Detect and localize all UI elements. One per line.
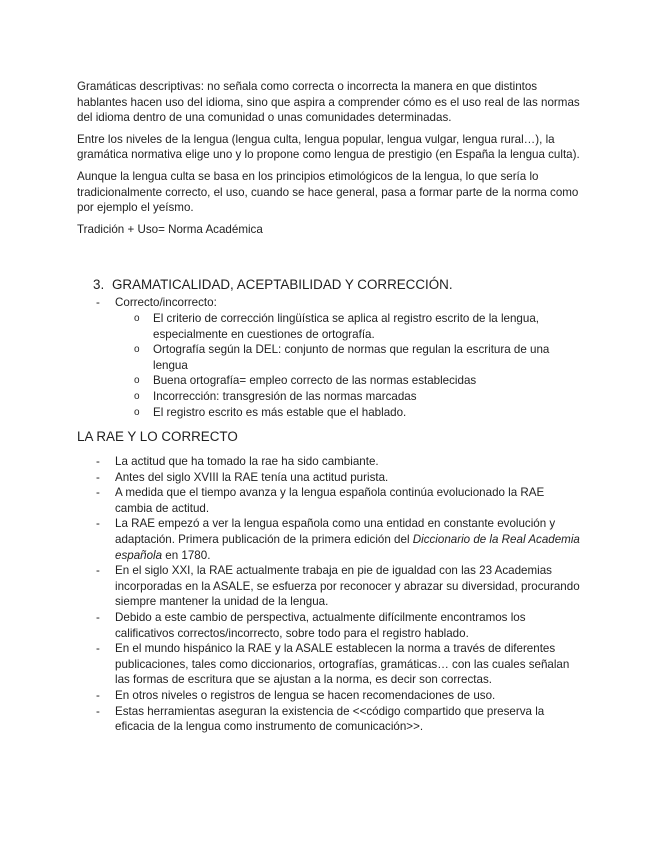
list-item xyxy=(77,470,582,486)
dash-marker: - xyxy=(96,470,100,484)
list-item-text: Debido a este cambio de perspectiva, actualmente difícilmente encontramos los calificativos correctos/incorrecto, sobre todo para el registro hablado. xyxy=(115,611,526,640)
circle-marker: o xyxy=(134,344,140,356)
list-item xyxy=(77,516,582,563)
sub-list-item-text: El registro escrito es más estable que el hablado. xyxy=(153,405,407,419)
dash-marker: - xyxy=(96,296,100,310)
list-item-correct-incorrect xyxy=(77,295,582,420)
circle-marker: o xyxy=(134,312,140,324)
dictionary-title: Diccionario de la Real Academia española xyxy=(115,533,580,562)
sub-list-item xyxy=(77,311,582,342)
rae-section-heading: LA RAE Y LO CORRECTO xyxy=(77,429,238,445)
dash-marker: - xyxy=(96,564,100,578)
circle-marker: o xyxy=(134,375,140,387)
list-item-text: En otros niveles o registros de lengua se hacen recomendaciones de uso. xyxy=(115,689,496,702)
list-item-text-tail: en 1780. xyxy=(162,548,211,562)
dash-marker: - xyxy=(96,517,100,531)
list-item-text: En el siglo XXI, la RAE actualmente trabaja en pie de igualdad con las 23 Academias incorporadas en la ASALE, se esfuerza por reconocer y abrazar su diversidad, procurando siempre mantener la unidad de la lengua. xyxy=(115,564,580,609)
sub-list xyxy=(77,311,582,420)
section-3-list xyxy=(77,295,582,420)
sub-list-item xyxy=(77,405,582,421)
paragraph-language-levels: Entre los niveles de la lengua (lengua culta, lengua popular, lengua vulgar, lengua rural…), la gramática normativa elige uno y lo propone como lengua de prestigio (en España la lengua culta). xyxy=(77,132,580,162)
spacer xyxy=(77,243,582,258)
list-item-text: A medida que el tiempo avanza y la lengua española continúa evolucionado la RAE cambia de actitud. xyxy=(115,486,545,515)
sub-list-item-text: Buena ortografía= empleo correcto de las normas establecidas xyxy=(153,374,477,388)
sub-list-item xyxy=(77,389,582,405)
section-3-number: 3. xyxy=(93,277,105,293)
dash-marker: - xyxy=(96,455,100,469)
section-3-heading xyxy=(93,276,582,293)
dash-marker: - xyxy=(96,611,100,625)
list-item xyxy=(77,688,582,704)
rae-list xyxy=(77,454,582,735)
sub-list-item xyxy=(77,342,582,373)
document-page xyxy=(77,79,582,735)
list-item-text: Estas herramientas aseguran la existencia de <<código compartido que preserva la eficacia de la lengua como instrumento de comunicación>>. xyxy=(115,704,545,734)
list-item-text: En el mundo hispánico la RAE y la ASALE establecen la norma a través de diferentes publicaciones, tales como diccionarios, ortografías, gramáticas… con las cuales señalan las formas de escritura que se ajustan a la norma, es decir son correctas. xyxy=(115,642,570,687)
list-item xyxy=(77,610,582,641)
list-item-text: La RAE empezó a ver la lengua española como una entidad en constante evolución y adaptación. Primera publicación de la primera edición del xyxy=(115,517,556,547)
list-item xyxy=(77,704,582,735)
sub-list-item-text: El criterio de corrección lingüística se aplica al registro escrito de la lengua, especialmente en cuestiones de ortografía. xyxy=(153,311,540,341)
paragraph-formula: Tradición + Uso= Norma Académica xyxy=(77,222,263,236)
list-item xyxy=(77,454,582,470)
list-item-label: Correcto/incorrecto: xyxy=(115,296,217,310)
paragraph-cultured-language: Aunque la lengua culta se basa en los principios etimológicos de la lengua, lo que sería lo tradicionalmente correcto, el uso, cuando se hace general, pasa a formar parte de la norma como por ejemplo el yeísmo. xyxy=(77,169,579,215)
dash-marker: - xyxy=(96,486,100,500)
section-3-title: GRAMATICALIDAD, ACEPTABILIDAD Y CORRECCIÓN. xyxy=(112,277,453,293)
dash-marker: - xyxy=(96,689,100,702)
sub-list-item xyxy=(77,373,582,389)
list-item xyxy=(77,641,582,688)
circle-marker: o xyxy=(134,390,140,402)
dash-marker: - xyxy=(96,642,100,656)
paragraph-descriptive-grammars: Gramáticas descriptivas: no señala como correcta o incorrecta la manera en que distintos hablantes hacen uso del idioma, sino que aspira a comprender cómo es el uso real de las normas del idioma dentro de una comunidad o unas comunidades determinadas. xyxy=(77,80,580,125)
circle-marker: o xyxy=(134,406,140,418)
sub-list-item-text: Incorrección: transgresión de las normas marcadas xyxy=(153,389,417,403)
list-item xyxy=(77,485,582,516)
list-item-text: La actitud que ha tomado la rae ha sido cambiante. xyxy=(115,455,379,469)
list-item xyxy=(77,563,582,610)
list-item-text: Antes del siglo XVIII la RAE tenía una actitud purista. xyxy=(115,470,389,484)
sub-list-item-text: Ortografía según la DEL: conjunto de normas que regulan la escritura de una lengua xyxy=(153,343,550,372)
dash-marker: - xyxy=(96,704,100,718)
